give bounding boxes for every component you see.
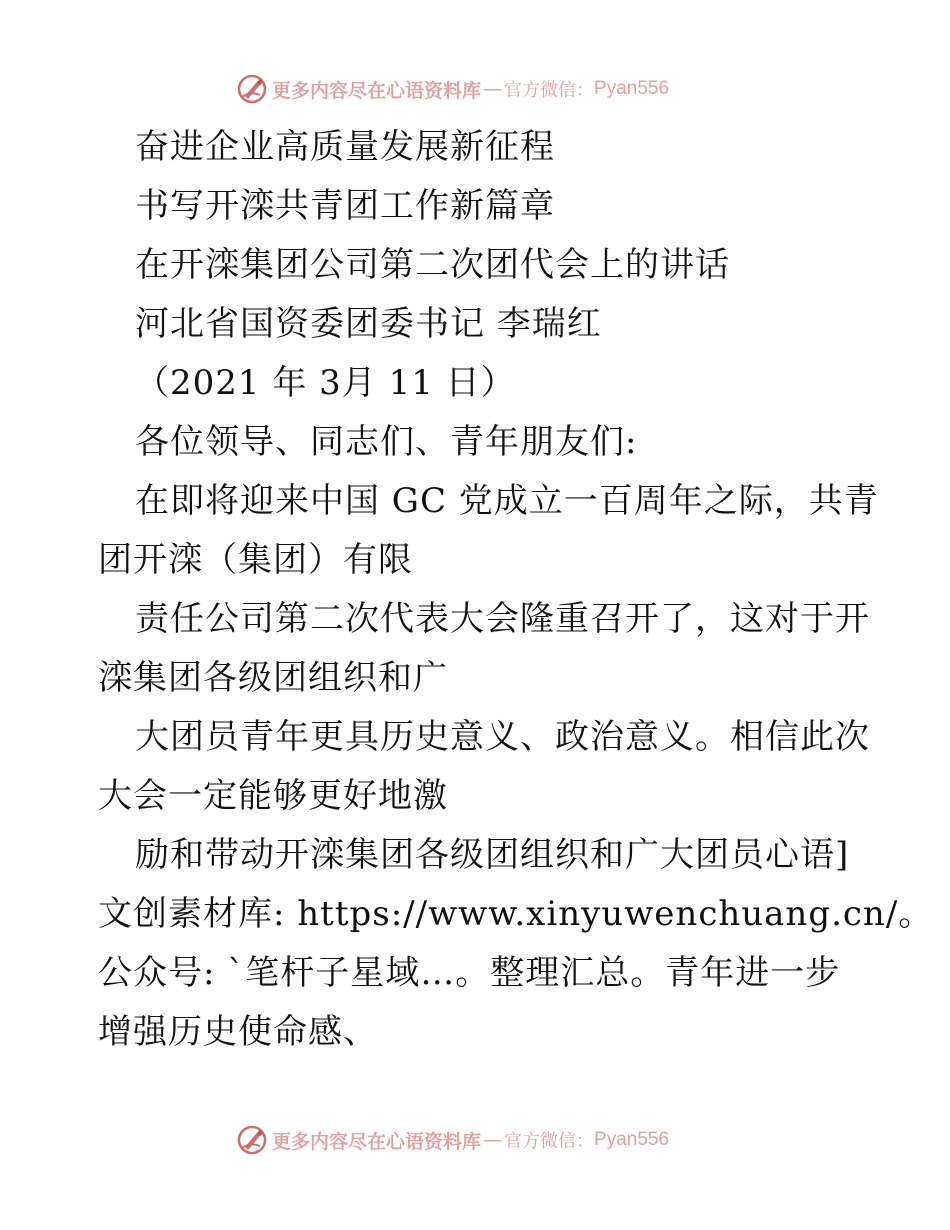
text-line: 文创素材库: https://www.xinyuwenchuang.cn/。 — [98, 894, 934, 934]
document-body — [98, 118, 934, 1062]
watermark-dash: — — [483, 1129, 503, 1151]
text-line: （2021 年 3月 11 日） — [135, 363, 516, 403]
pen-logo-icon — [236, 1124, 268, 1156]
text-line: 书写开滦共青团工作新篇章 — [135, 186, 555, 226]
text-line: 励和带动开滦集团各级团组织和广大团员心语] — [135, 835, 850, 875]
watermark-wechat-id: Pyan556 — [594, 1129, 670, 1150]
watermark-wechat-label: 官方微信： — [504, 80, 595, 101]
watermark-title: 更多内容尽在心语资料库 — [272, 1130, 482, 1153]
watermark-wechat-label: 官方微信： — [504, 1131, 595, 1152]
text-line: 各位领导、同志们、青年朋友们: — [135, 422, 638, 462]
watermark-title: 更多内容尽在心语资料库 — [272, 79, 482, 102]
text-line: 公众号: `笔杆子星域…。整理汇总。青年进一步 — [98, 953, 841, 993]
text-line: 在开滦集团公司第二次团代会上的讲话 — [135, 245, 730, 285]
watermark-footer — [236, 1123, 669, 1157]
text-line: 大团员青年更具历史意义、政治意义。相信此次 — [135, 717, 870, 757]
watermark-wechat-id: Pyan556 — [594, 78, 670, 99]
text-line: 河北省国资委团委书记 李瑞红 — [135, 304, 602, 344]
watermark-dash: — — [483, 78, 503, 100]
text-line: 奋进企业高质量发展新征程 — [135, 127, 555, 167]
text-line: 增强历史使命感、 — [98, 1012, 378, 1052]
text-line: 滦集团各级团组织和广 — [98, 658, 448, 698]
text-line: 责任公司第二次代表大会隆重召开了，这对于开 — [135, 599, 870, 639]
pen-logo-icon — [236, 73, 268, 105]
text-line: 大会一定能够更好地激 — [98, 776, 448, 816]
text-line: 在即将迎来中国 GC 党成立一百周年之际，共青 — [135, 481, 879, 521]
text-line: 团开滦（集团）有限 — [98, 540, 413, 580]
watermark-header — [236, 72, 669, 106]
